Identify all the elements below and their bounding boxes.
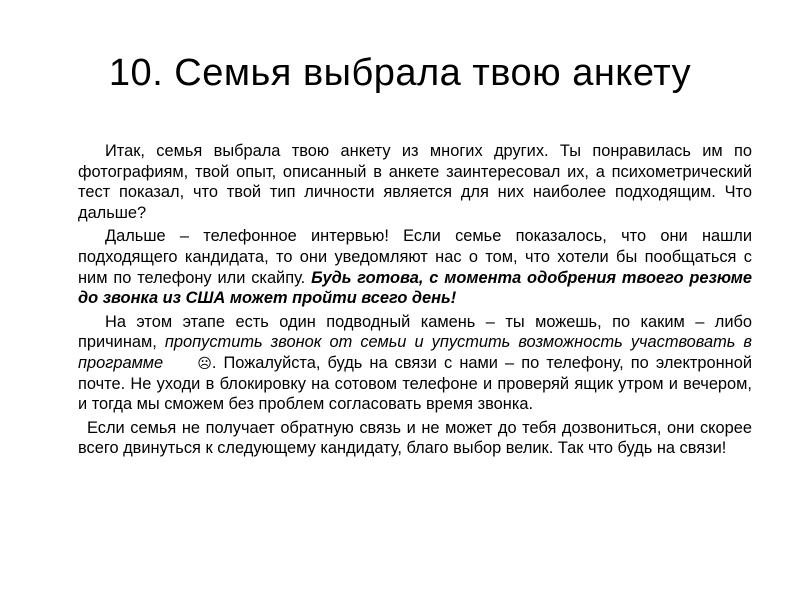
paragraph-warning-text: На этом этапе есть один подводный камень – ты можешь, по каким – либо причинам, [78, 312, 752, 352]
paragraph-warning-italic: пропустить звонок от семьи и упустить возможность участвовать в программе [78, 333, 752, 372]
paragraph-interview-text: Дальше – телефонное интервью! Если семье показалось, что они нашли подходящего кандидата, то они уведомляют нас о том, что хотели бы пообщаться с ним по телефону или скайпу. [78, 227, 752, 287]
sad-face-icon: ☹ [197, 354, 212, 371]
paragraph-interview-emphasis: Будь готова, с момента одобрения твоего резюме до звонка из США может пройти всего день! [78, 268, 753, 308]
paragraph-warning [78, 312, 752, 415]
slide-body [78, 141, 752, 462]
paragraph-intro: Итак, семья выбрала твою анкету из многих других. Ты понравилась им по фотографиям, твой опыт, описанный в анкете заинтересовал их, а психометрический тест показал, что твой тип личности является для них наиболее подходящим. Что дальше? [78, 142, 752, 222]
paragraph-warning-rest: . Пожалуйста, будь на связи с нами – по телефону, по электронной почте. Не уходи в блокировку на сотовом телефоне и проверяй ящик утром и вечером, и тогда мы сможем без проблем согласовать время звонка. [78, 353, 752, 414]
slide-title: 10. Семья выбрала твою анкету [108, 52, 692, 94]
paragraph-closing: Если семья не получает обратную связь и не может до тебя дозвониться, они скорее всего двинуться к следующему кандидату, благо выбор велик. Так что будь на связи! [78, 418, 752, 458]
paragraph-interview [78, 226, 752, 308]
